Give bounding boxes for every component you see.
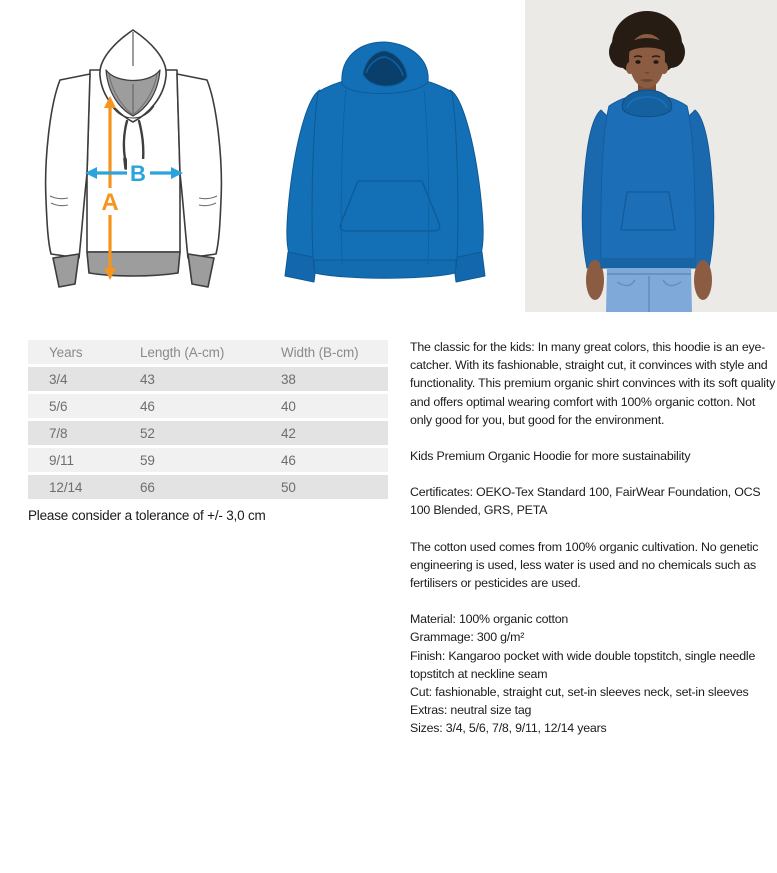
cell-width: 38 (281, 367, 388, 391)
size-table (28, 337, 388, 502)
spec-finish: Finish: Kangaroo pocket with wide double topstitch, single needle topstitch at neckline seam (410, 648, 756, 681)
cell-width: 50 (281, 475, 388, 499)
spec-cut: Cut: fashionable, straight cut, set-in sleeves neck, set-in sleeves (410, 685, 749, 700)
spec-list (410, 610, 776, 737)
spec-sizes: Sizes: 3/4, 5/6, 7/8, 9/11, 12/14 years (410, 721, 607, 736)
kid-model-image (525, 0, 777, 312)
cell-length: 46 (140, 394, 281, 418)
cell-width: 46 (281, 448, 388, 472)
cell-length: 52 (140, 421, 281, 445)
cell-years: 5/6 (28, 394, 140, 418)
cell-length: 43 (140, 367, 281, 391)
size-guide (28, 337, 388, 523)
cell-length: 66 (140, 475, 281, 499)
product-image-row (0, 0, 777, 330)
model-photo-kid-wearing-hoodie (525, 0, 777, 312)
size-row-12-14 (28, 475, 388, 499)
size-row-5-6 (28, 394, 388, 418)
label-a: A (101, 189, 119, 216)
spec-extras: Extras: neutral size tag (410, 703, 532, 718)
size-measurement-diagram (24, 10, 244, 302)
col-header-length: Length (A-cm) (140, 340, 281, 364)
spec-material: Material: 100% organic cotton (410, 612, 569, 627)
product-description (410, 338, 776, 738)
description-paragraph-sustainability: Kids Premium Organic Hoodie for more sustainability (410, 449, 691, 464)
label-b: B (130, 161, 146, 186)
description-paragraph-cotton: The cotton used comes from 100% organic cultivation. No genetic engineering is used, less water is used and no chemicals such as fertilisers or pesticides are used. (410, 539, 759, 591)
size-row-7-8 (28, 421, 388, 445)
hoodie-line-drawing (24, 10, 244, 302)
blue-hoodie-front-image (258, 20, 513, 310)
col-header-years: Years (28, 340, 140, 364)
cell-years: 3/4 (28, 367, 140, 391)
description-paragraph-certificates: Certificates: OEKO-Tex Standard 100, FairWear Foundation, OCS 100 Blended, GRS, PETA (410, 485, 761, 518)
tolerance-note: Please consider a tolerance of +/- 3,0 cm (28, 508, 266, 523)
col-header-width: Width (B-cm) (281, 340, 388, 364)
cell-length: 59 (140, 448, 281, 472)
cell-years: 9/11 (28, 448, 140, 472)
size-row-3-4 (28, 367, 388, 391)
description-paragraph-intro: The classic for the kids: In many great colors, this hoodie is an eye-catcher. With its fashionable, straight cut, it convinces with style and functionality. This premium organic shirt convinces with its soft quality and offers optimal wearing comfort with 100% organic cotton. Not only good for you, but good for the environment. (410, 340, 776, 427)
cell-width: 42 (281, 421, 388, 445)
spec-grammage: Grammage: 300 g/m² (410, 630, 525, 645)
product-photo-blue-hoodie (258, 20, 513, 310)
size-row-9-11 (28, 448, 388, 472)
cell-width: 40 (281, 394, 388, 418)
size-table-header-row (28, 340, 388, 364)
cell-years: 7/8 (28, 421, 140, 445)
cell-years: 12/14 (28, 475, 140, 499)
